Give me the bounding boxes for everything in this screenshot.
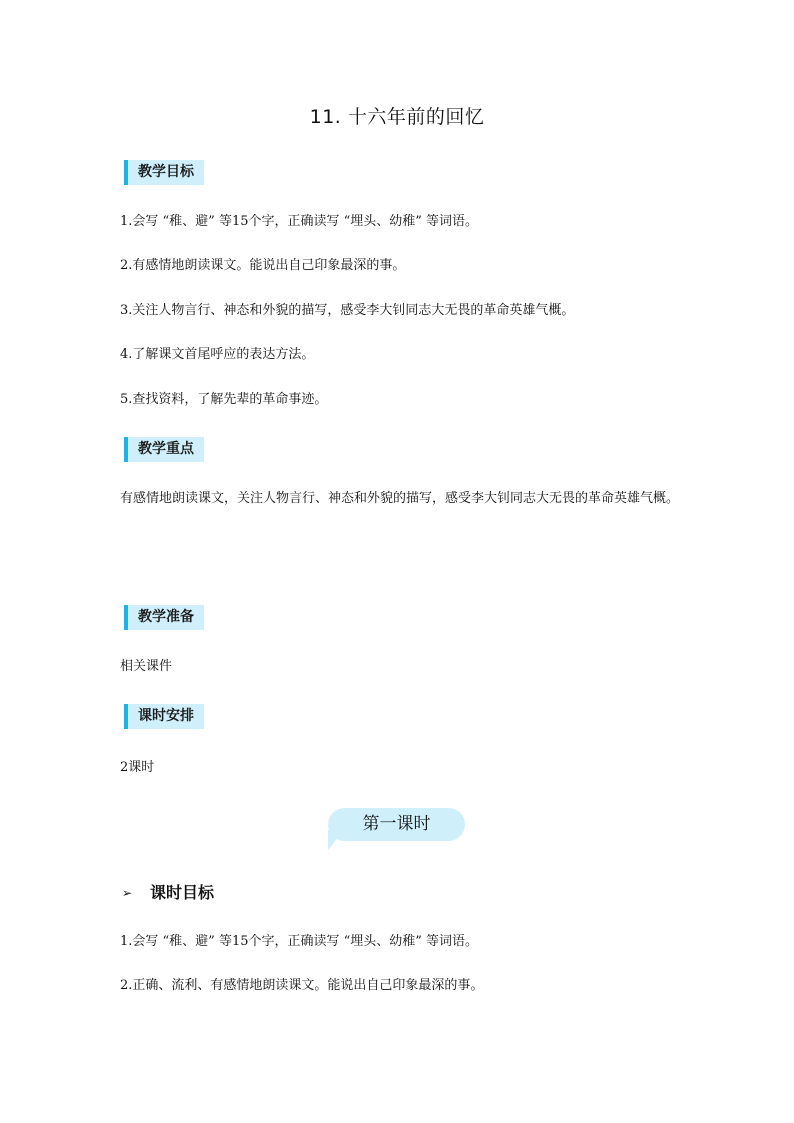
objective-item-2: 2.有感情地朗读课文。能说出自己印象最深的事。 xyxy=(120,258,406,273)
objective-item-3: 3.关注人物言行、神态和外貌的描写，感受李大钊同志大无畏的革命英雄气概。 xyxy=(120,303,575,318)
preparation-text: 相关课件 xyxy=(120,659,173,674)
section-heading-label: 教学准备 xyxy=(138,609,194,625)
section-heading-schedule xyxy=(124,704,204,729)
lesson-objectives-label: 课时目标 xyxy=(150,883,215,902)
objective-item-4: 4.了解课文首尾呼应的表达方法。 xyxy=(120,347,315,362)
key-points-text: 有感情地朗读课文，关注人物言行、神态和外貌的描写，感受李大钊同志大无畏的革命英雄气概。 xyxy=(120,491,680,506)
accent-bar xyxy=(124,437,128,462)
accent-bar xyxy=(124,605,128,630)
lesson-objective-item-2: 2.正确、流利、有感情地朗读课文。能说出自己印象最深的事。 xyxy=(120,978,484,993)
section-heading-label: 教学目标 xyxy=(138,164,194,180)
schedule-text: 2课时 xyxy=(120,760,155,775)
section-heading-label: 教学重点 xyxy=(138,441,194,457)
accent-bar xyxy=(124,160,128,185)
section-heading-preparation xyxy=(124,605,204,630)
objective-item-1: 1.会写 “稚、避” 等15个字，正确读写 “埋头、幼稚” 等词语。 xyxy=(120,214,479,229)
section-heading-key-points xyxy=(124,437,204,462)
page-title: 11. 十六年前的回忆 xyxy=(309,106,485,128)
arrow-bullet-icon: ➢ xyxy=(122,886,133,900)
lesson-objective-item-1: 1.会写 “稚、避” 等15个字，正确读写 “埋头、幼稚” 等词语。 xyxy=(120,934,479,949)
accent-bar xyxy=(124,704,128,729)
objective-item-5: 5.查找资料，了解先辈的革命事迹。 xyxy=(120,392,328,407)
lesson-badge: 第一课时 xyxy=(328,808,465,841)
section-heading-label: 课时安排 xyxy=(138,708,194,724)
section-heading-objectives xyxy=(124,160,204,185)
